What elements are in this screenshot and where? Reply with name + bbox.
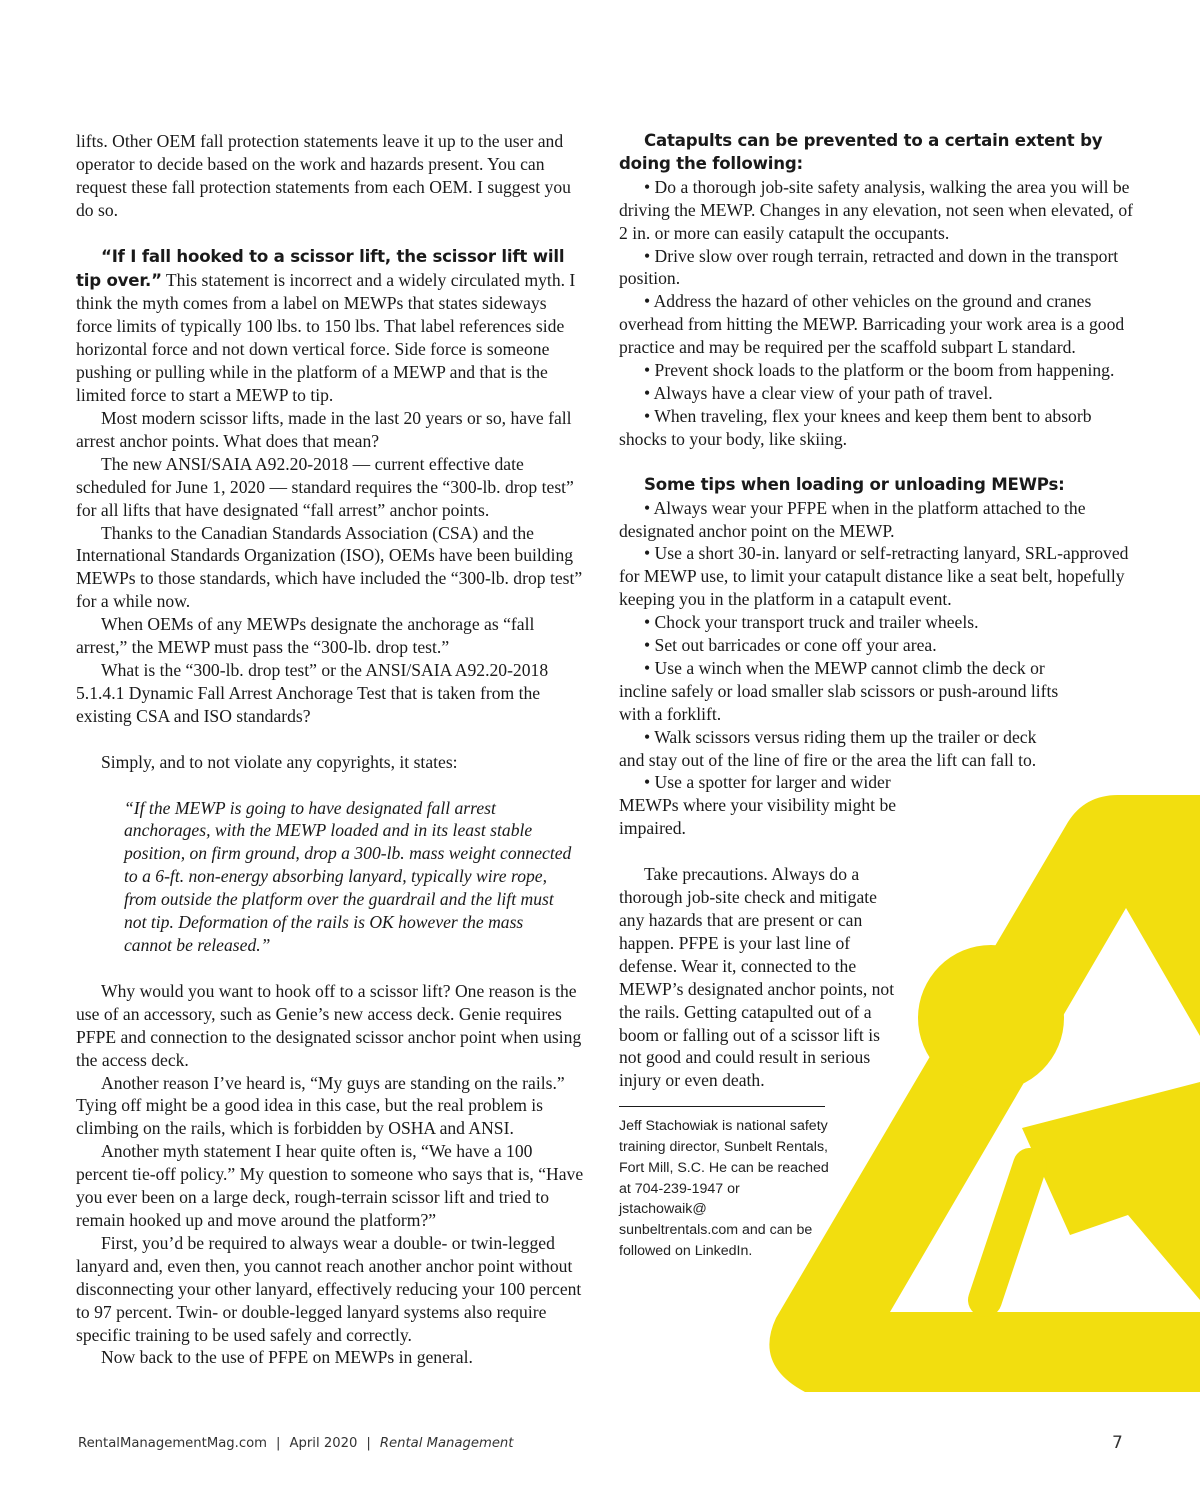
section-heading: Catapults can be prevented to a certain extent by doing the following: <box>619 131 1103 173</box>
list-item: • Address the hazard of other vehicles on the ground and cranes overhead from hitting the MEWP. Barricading your work area is a good practice and may be required per the scaffold subpart L standard. <box>619 291 1125 358</box>
paragraph-text: This statement is incorrect and a widely circulated myth. I think the myth comes from a label on MEWPs that states sideways force limits of typically 100 lbs. to 150 lbs. That label references side horizontal force and not down vertical force. Side force is someone pushing or pulling while in the platform of a MEWP and that is the limited force to start a MEWP to tip. <box>76 269 576 406</box>
list-item: • When traveling, flex your knees and keep them bent to absorb shocks to your body, like skiing. <box>619 405 1092 449</box>
author-bio: Jeff Stachowiak is national safety training director, Sunbelt Rentals, Fort Mill, S.C. He can be reached at 704-239-1947 or jstachowaik@ sunbeltrentals.com and can be followed on LinkedIn. <box>619 1118 829 1260</box>
page-footer <box>78 1436 513 1451</box>
divider-rule <box>619 1106 825 1107</box>
list-item: • Set out barricades or cone off your area. <box>644 635 937 656</box>
block-quote: “If the MEWP is going to have designated fall arrest anchorages, with the MEWP loaded and in its least stable position, on firm ground, drop a 300-lb. mass weight connected to a 6-ft. non-energy absorbing lanyard, typically wire rope, from outside the platform over the guardrail and the lift must not tip. Deformation of the rails is OK however the mass cannot be released.” <box>124 797 572 955</box>
section-heading: Some tips when loading or unloading MEWPs: <box>644 474 1065 494</box>
list-item: • Prevent shock loads to the platform or the boom from happening. <box>644 360 1115 381</box>
left-column <box>76 130 586 1369</box>
paragraph <box>76 245 586 407</box>
myth-lead-in: “If I fall hooked to a scissor lift, the scissor lift will tip over.” <box>76 246 565 290</box>
paragraph: lifts. Other OEM fall protection statements leave it up to the user and operator to decide based on the work and hazards present. You can request these fall protection statements from each OEM. I suggest you do so. <box>76 131 571 220</box>
list-item: • Drive slow over rough terrain, retracted and down in the transport position. <box>619 245 1119 289</box>
list-item: • Use a winch when the MEWP cannot climb the deck or incline safely or load smaller slab scissors or push-around lifts with a forklift. <box>619 657 1059 724</box>
list-item: • Chock your transport truck and trailer wheels. <box>644 612 979 633</box>
list-item: • Walk scissors versus riding them up the trailer or deck and stay out of the line of fire or the area the lift can fall to. <box>619 726 1037 770</box>
paragraph: First, you’d be required to always wear a double- or twin-legged lanyard and, even then, you cannot reach another anchor point without disconnecting your other lanyard, effectively reducing your 100 percent to 97 percent. Twin- or double-legged lanyard systems also require specific training to be used safely and correctly. <box>76 1232 582 1345</box>
paragraph: Why would you want to hook off to a scissor lift? One reason is the use of an accessory, such as Genie’s new access deck. Genie requires PFPE and connection to the designated scissor anchor point when using the access deck. <box>76 980 582 1070</box>
footer-site: RentalManagementMag.com <box>78 1436 268 1451</box>
paragraph: What is the “300-lb. drop test” or the ANSI/SAIA A92.20-2018 5.1.4.1 Dynamic Fall Arrest Anchorage Test that is taken from the existing CSA and ISO standards? <box>76 659 549 726</box>
paragraph: Now back to the use of PFPE on MEWPs in general. <box>101 1347 473 1368</box>
paragraph: Another reason I’ve heard is, “My guys are standing on the rails.” Tying off might be a good idea in this case, but the real problem is climbing on the rails, which is forbidden by OSHA and ANSI. <box>76 1072 565 1139</box>
paragraph: Simply, and to not violate any copyrights, it states: <box>101 751 458 772</box>
closing-paragraph: Take precautions. Always do a thorough job-site check and mitigate any hazards that are present or can happen. PFPE is your last line of defense. Wear it, connected to the MEWP’s designated anchor points, not the rails. Getting catapulted out of a boom or falling out of a scissor lift is not good and could result in serious injury or even death. <box>619 864 895 1091</box>
footer-separator: | <box>366 1436 371 1451</box>
list-item: • Always have a clear view of your path of travel. <box>644 382 993 403</box>
footer-magazine: Rental Management <box>379 1436 514 1451</box>
right-column <box>619 130 1139 1262</box>
page-number: 7 <box>1112 1433 1123 1453</box>
footer-date: April 2020 <box>289 1436 358 1451</box>
list-item: • Always wear your PFPE when in the platform attached to the designated anchor point on the MEWP. <box>619 497 1086 541</box>
list-item: • Use a short 30-in. lanyard or self-retracting lanyard, SRL-approved for MEWP use, to limit your catapult distance like a seat belt, hopefully keeping you in the platform in a catapult event. <box>619 543 1129 610</box>
list-item: • Use a spotter for larger and wider MEWPs where your visibility might be impaired. <box>619 772 897 839</box>
list-item: • Do a thorough job-site safety analysis, walking the area you will be driving the MEWP. Changes in any elevation, not seen when elevated, of 2 in. or more can easily catapult the occupants. <box>619 176 1133 243</box>
footer-separator: | <box>276 1436 281 1451</box>
paragraph: Thanks to the Canadian Standards Association (CSA) and the International Standards Organization (ISO), OEMs have been building MEWPs to those standards, which have included the “300-lb. drop test” for a while now. <box>76 522 583 612</box>
paragraph: Another myth statement I hear quite often is, “We have a 100 percent tie-off policy.” My question to someone who says that is, “Have you ever been on a large deck, rough-terrain scissor lift and tried to remain hooked up and move around the platform?” <box>76 1141 584 1230</box>
paragraph: When OEMs of any MEWPs designate the anchorage as “fall arrest,” the MEWP must pass the “300-lb. drop test.” <box>76 614 535 658</box>
paragraph: The new ANSI/SAIA A92.20-2018 — current effective date scheduled for June 1, 2020 — standard requires the “300-lb. drop test” for all lifts that have designated “fall arrest” anchor points. <box>76 453 574 520</box>
paragraph: Most modern scissor lifts, made in the last 20 years or so, have fall arrest anchor points. What does that mean? <box>76 407 572 451</box>
